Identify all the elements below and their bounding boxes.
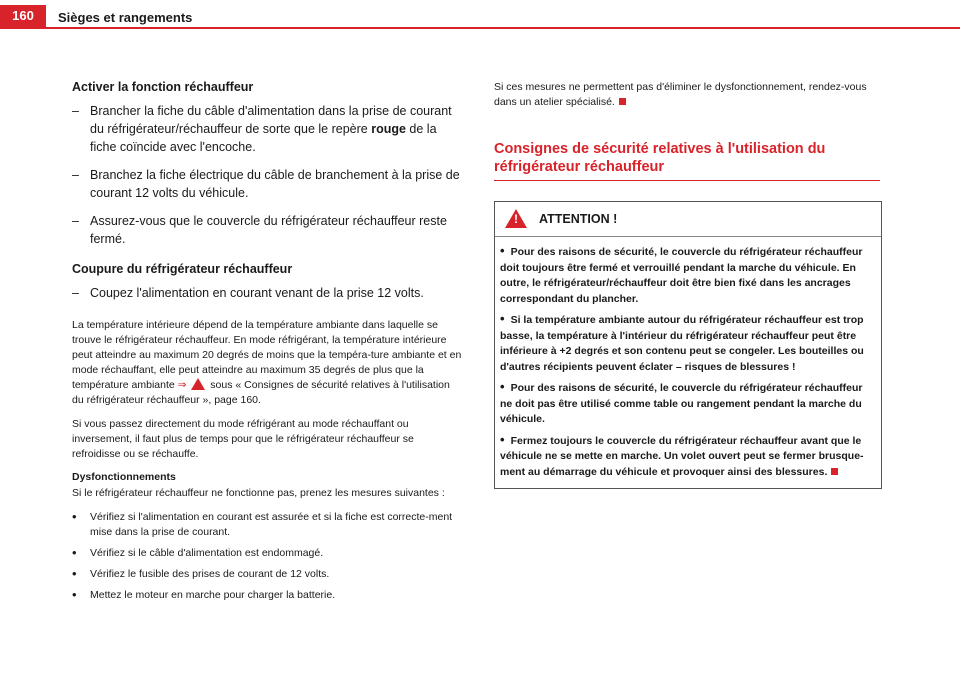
step-text: Coupez l'alimentation en courant venant de la prise 12 volts. [90, 286, 424, 300]
paragraph-text: sous « Consignes de sécurité relatives à l'utilisation du réfrigérateur réchauffeur », page 160. [72, 379, 450, 406]
warning-text: Pour des raisons de sécurité, le couvercle du réfrigérateur réchauffeur doit toujours être fermé et verrouillé pendant la marche du véhicule. En outre, le réfrigérateur/réchauffeur doit être bien fixé dans les ancrages correspondant du plancher. [500, 246, 863, 305]
bullet-icon: • [72, 566, 77, 581]
step-item [72, 166, 464, 202]
attention-box [494, 201, 882, 489]
end-of-section-icon [619, 98, 626, 105]
attention-title: ATTENTION ! [539, 212, 618, 226]
warning-item [500, 311, 876, 375]
malfunction-intro: Si le réfrigérateur réchauffeur ne fonctionne pas, prenez les mesures suivantes : [72, 487, 445, 499]
dash-marker: – [72, 286, 79, 300]
warning-triangle-icon: ! [505, 209, 527, 228]
right-column [494, 80, 884, 489]
bullet-icon: • [500, 431, 505, 447]
page-number: 160 [0, 5, 46, 27]
bullet-icon: • [72, 545, 77, 560]
cross-reference-arrow: ⇒ [177, 379, 187, 391]
bullet-icon: • [500, 311, 505, 326]
warning-item [500, 379, 876, 428]
list-item-text: Vérifiez si le câble d'alimentation est endommagé. [90, 547, 324, 559]
bullet-icon: • [500, 379, 505, 394]
dash-marker: – [72, 214, 79, 228]
specialist-paragraph [494, 80, 884, 110]
step-bold: rouge [371, 122, 406, 136]
step-text: Brancher la fiche du câble d'alimentation dans la prise de courant du réfrigérateur/réchauffeur de sorte que le repère [90, 104, 452, 136]
bullet-icon: • [72, 509, 77, 524]
warning-text: Pour des raisons de sécurité, le couvercle du réfrigérateur réchauffeur ne doit pas être utilisé comme table ou rangement pendant la marche du véhicule. [500, 382, 863, 425]
list-item [72, 510, 464, 540]
page-header [0, 0, 960, 30]
step-text: Assurez-vous que le couvercle du réfrigérateur réchauffeur reste fermé. [90, 214, 447, 246]
warning-text: Fermez toujours le couvercle du réfrigérateur réchauffeur avant que le véhicule ne se mette en marche. Un volet ouvert peut se fermer brusque-ment au démarrage du véhicule et provoquer ainsi des blessures. [500, 434, 864, 478]
dash-marker: – [72, 104, 79, 118]
left-column [72, 80, 464, 609]
warning-triangle-icon [191, 378, 205, 390]
end-of-section-icon [831, 468, 838, 475]
section-rule [494, 180, 880, 181]
step-item [72, 102, 464, 156]
warning-item [500, 432, 876, 481]
attention-header [495, 202, 881, 237]
safety-section-title: Consignes de sécurité relatives à l'utilisation du réfrigérateur réchauffeur [494, 141, 826, 175]
chapter-title: Sièges et rangements [58, 10, 193, 25]
attention-body [495, 237, 881, 488]
warning-text: Si la température ambiante autour du réfrigérateur réchauffeur est trop basse, la température à l'intérieur du réfrigérateur réchauffeur peut être inférieure à +2 degrés et son contenu peut se congeler. Les bouteilles ou d'autres récipients peuvent éclater – risques de blessures ! [500, 314, 864, 373]
step-text: Branchez la fiche électrique du câble de branchement à la prise de courant 12 volts du véhicule. [90, 168, 460, 200]
list-item [72, 567, 464, 582]
bullet-icon: • [500, 243, 505, 258]
header-rule [0, 27, 960, 29]
list-item-text: Mettez le moteur en marche pour charger la batterie. [90, 589, 336, 601]
warning-item [500, 243, 876, 307]
step-item [72, 212, 464, 248]
temperature-paragraph [72, 318, 464, 408]
step-text: de la fiche coïncide avec l'encoche. [90, 122, 437, 154]
bullet-icon: • [72, 587, 77, 602]
list-item-text: Vérifiez si l'alimentation en courant est assurée et si la fiche est correcte-ment mise dans la prise de courant. [90, 511, 453, 538]
mode-switch-paragraph: Si vous passez directement du mode réfrigérant au mode réchauffant ou inversement, il faut plus de temps pour que le réfrigérateur réchauffeur se refroidisse ou se réchauffe. [72, 418, 414, 460]
shutdown-heading: Coupure du réfrigérateur réchauffeur [72, 262, 293, 276]
list-item [72, 588, 464, 603]
paragraph-text: Si ces mesures ne permettent pas d'éliminer le dysfonctionnement, rendez-vous dans un atelier spécialisé. [494, 81, 867, 108]
list-item-text: Vérifiez le fusible des prises de courant de 12 volts. [90, 568, 330, 580]
malfunction-heading: Dysfonctionnements [72, 471, 176, 483]
paragraph-text: La température intérieure dépend de la température ambiante dans laquelle se trouve le réfrigérateur réchauffeur. En mode réfrigérant, la température intérieure peut atteindre au maximum 20 degrés de moins que la tempéra-ture ambiante et en mode réchauffant, elle peut atteindre au maximum 35 degrés de plus que la température ambiante [72, 319, 462, 391]
list-item [72, 546, 464, 561]
step-item [72, 284, 464, 302]
activate-heading: Activer la fonction réchauffeur [72, 80, 254, 94]
dash-marker: – [72, 168, 79, 182]
